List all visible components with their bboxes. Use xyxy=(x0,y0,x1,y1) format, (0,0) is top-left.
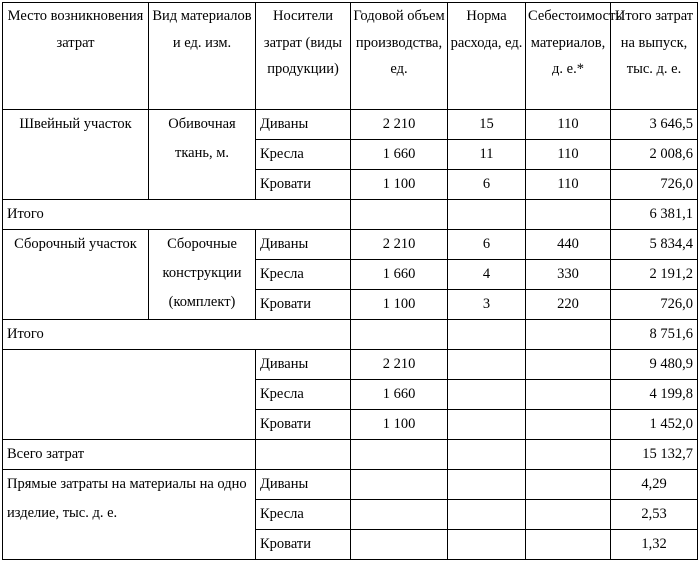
table-row xyxy=(3,110,698,140)
empty-cell xyxy=(526,470,611,500)
header-cost: Себестоимость материалов, д. е.* xyxy=(526,3,611,110)
grand-total-value: 15 132,7 xyxy=(611,440,698,470)
header-row xyxy=(3,3,698,110)
header-place: Место возникновения затрат xyxy=(3,3,149,110)
table-row xyxy=(3,230,698,260)
volume-cell: 1 660 xyxy=(351,260,448,290)
carrier-cell: Кровати xyxy=(256,290,351,320)
empty-cell xyxy=(526,200,611,230)
cost-cell: 330 xyxy=(526,260,611,290)
subtotal-label: Итого xyxy=(3,320,351,350)
total-cell: 4 199,8 xyxy=(611,380,698,410)
empty-cell xyxy=(448,350,526,380)
carrier-cell: Кровати xyxy=(256,530,351,560)
total-cell: 5 834,4 xyxy=(611,230,698,260)
total-cell: 726,0 xyxy=(611,170,698,200)
empty-cell xyxy=(351,320,448,350)
norm-cell: 11 xyxy=(448,140,526,170)
carrier-cell: Кресла xyxy=(256,140,351,170)
total-cell: 2 008,6 xyxy=(611,140,698,170)
norm-cell: 3 xyxy=(448,290,526,320)
empty-cell xyxy=(526,350,611,380)
empty-cell xyxy=(351,500,448,530)
carrier-cell: Кресла xyxy=(256,260,351,290)
empty-cell xyxy=(526,500,611,530)
empty-cell xyxy=(3,350,256,440)
subtotal-value: 6 381,1 xyxy=(611,200,698,230)
carrier-cell: Диваны xyxy=(256,110,351,140)
carrier-cell: Кресла xyxy=(256,380,351,410)
total-cell: 9 480,9 xyxy=(611,350,698,380)
cost-cell: 110 xyxy=(526,170,611,200)
grand-total-label: Всего затрат xyxy=(3,440,256,470)
material-cell: Сборочные конструкции (комплект) xyxy=(149,230,256,320)
place-cell: Швейный участок xyxy=(3,110,149,200)
table-row xyxy=(3,350,698,380)
empty-cell xyxy=(351,470,448,500)
volume-cell: 1 100 xyxy=(351,170,448,200)
direct-cost-label: Прямые затраты на материалы на одно изделие, тыс. д. е. xyxy=(3,470,256,560)
carrier-cell: Диваны xyxy=(256,350,351,380)
empty-cell xyxy=(448,530,526,560)
material-cell: Обивочная ткань, м. xyxy=(149,110,256,200)
total-cell: 2 191,2 xyxy=(611,260,698,290)
volume-cell: 2 210 xyxy=(351,110,448,140)
place-cell: Сборочный участок xyxy=(3,230,149,320)
empty-cell xyxy=(448,380,526,410)
header-norm: Норма расхода, ед. xyxy=(448,3,526,110)
carrier-cell: Кровати xyxy=(256,170,351,200)
volume-cell: 2 210 xyxy=(351,230,448,260)
direct-cost-value: 4,29 xyxy=(611,470,698,500)
subtotal-row xyxy=(3,320,698,350)
norm-cell: 6 xyxy=(448,230,526,260)
volume-cell: 1 100 xyxy=(351,410,448,440)
carrier-cell: Диваны xyxy=(256,230,351,260)
empty-cell xyxy=(256,440,351,470)
header-total: Итого затрат на выпуск, тыс. д. е. xyxy=(611,3,698,110)
total-cell: 726,0 xyxy=(611,290,698,320)
volume-cell: 1 660 xyxy=(351,380,448,410)
volume-cell: 2 210 xyxy=(351,350,448,380)
header-carrier: Носители затрат (виды продукции) xyxy=(256,3,351,110)
header-volume: Годовой объем производства, ед. xyxy=(351,3,448,110)
empty-cell xyxy=(526,320,611,350)
empty-cell xyxy=(351,440,448,470)
empty-cell xyxy=(448,320,526,350)
cost-cell: 220 xyxy=(526,290,611,320)
cost-cell: 440 xyxy=(526,230,611,260)
empty-cell xyxy=(448,200,526,230)
subtotal-label: Итого xyxy=(3,200,351,230)
cost-cell: 110 xyxy=(526,110,611,140)
empty-cell xyxy=(351,530,448,560)
empty-cell xyxy=(448,470,526,500)
empty-cell xyxy=(448,410,526,440)
empty-cell xyxy=(526,410,611,440)
direct-cost-value: 1,32 xyxy=(611,530,698,560)
grand-total-row xyxy=(3,440,698,470)
norm-cell: 6 xyxy=(448,170,526,200)
empty-cell xyxy=(526,440,611,470)
volume-cell: 1 660 xyxy=(351,140,448,170)
volume-cell: 1 100 xyxy=(351,290,448,320)
empty-cell xyxy=(526,530,611,560)
total-cell: 3 646,5 xyxy=(611,110,698,140)
subtotal-row xyxy=(3,200,698,230)
carrier-cell: Кровати xyxy=(256,410,351,440)
empty-cell xyxy=(448,500,526,530)
norm-cell: 4 xyxy=(448,260,526,290)
carrier-cell: Диваны xyxy=(256,470,351,500)
header-material: Вид материалов и ед. изм. xyxy=(149,3,256,110)
direct-cost-value: 2,53 xyxy=(611,500,698,530)
cost-table xyxy=(2,2,698,560)
cost-cell: 110 xyxy=(526,140,611,170)
table-row xyxy=(3,470,698,500)
norm-cell: 15 xyxy=(448,110,526,140)
empty-cell xyxy=(526,380,611,410)
empty-cell xyxy=(351,200,448,230)
subtotal-value: 8 751,6 xyxy=(611,320,698,350)
carrier-cell: Кресла xyxy=(256,500,351,530)
total-cell: 1 452,0 xyxy=(611,410,698,440)
empty-cell xyxy=(448,440,526,470)
